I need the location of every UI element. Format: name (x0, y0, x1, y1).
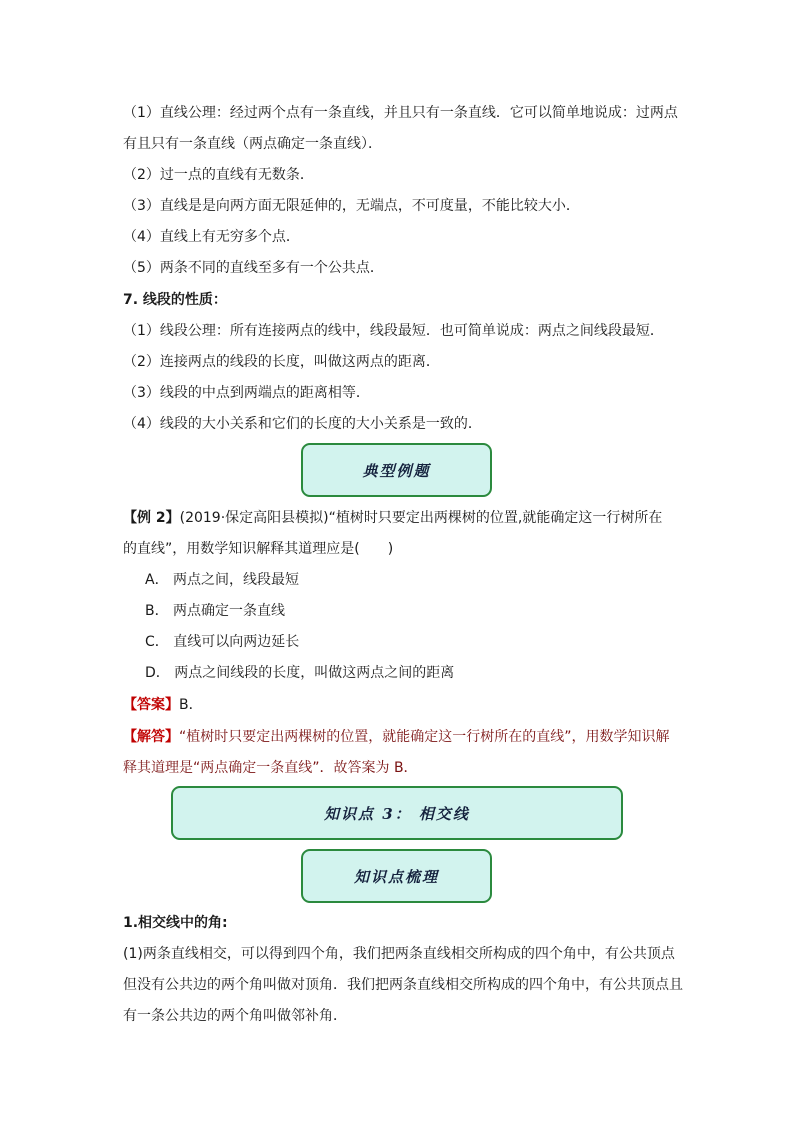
answer-value: B． (179, 697, 203, 713)
section-box-knowledge-review: 知识点梳理 (301, 849, 492, 903)
line-property-3: （3）直线是是向两方面无限延伸的，无端点，不可度量，不能比较大小． (123, 198, 580, 214)
intersect-line-3: 有一条公共边的两个角叫做邻补角． (123, 1008, 347, 1024)
option-b: B． 两点确定一条直线 (145, 603, 286, 619)
answer-line (123, 695, 203, 715)
solution-text-1: “植树时只要定出两棵树的位置，就能确定这一行树所在的直线”，用数学知识解 (179, 729, 670, 745)
segment-property-3: （3）线段的中点到两端点的距离相等． (123, 385, 370, 401)
line-property-1b: 有且只有一条直线（两点确定一条直线）． (123, 136, 382, 152)
intersect-heading: 1.相交线中的角: (123, 915, 228, 931)
section-box-typical-examples: 典型例题 (301, 443, 492, 497)
segment-property-2: （2）连接两点的线段的长度，叫做这两点的距离． (123, 354, 440, 370)
line-property-5: （5）两条不同的直线至多有一个公共点． (123, 260, 384, 276)
line-property-2: （2）过一点的直线有无数条． (123, 167, 314, 183)
intersect-line-1: (1)两条直线相交，可以得到四个角，我们把两条直线相交所构成的四个角中，有公共顶点 (123, 946, 675, 962)
example-stem-text-1: (2019·保定高阳县模拟)“植树时只要定出两棵树的位置,就能确定这一行树所在 (179, 510, 663, 526)
segment-property-4: （4）线段的大小关系和它们的长度的大小关系是一致的． (123, 416, 482, 432)
section-box-knowledge-point-3: 知识点 3： 相交线 (171, 786, 623, 840)
example-stem-line-2: 的直线”，用数学知识解释其道理应是( ) (123, 541, 394, 557)
solution-line-1 (123, 727, 670, 747)
segment-property-1: （1）线段公理：所有连接两点的线中，线段最短．也可简单说成：两点之间线段最短． (123, 323, 664, 339)
example-label: 【例 2】 (123, 510, 180, 526)
option-d: D． 两点之间线段的长度，叫做这两点之间的距离 (145, 665, 455, 681)
answer-label: 【答案】 (123, 697, 179, 713)
intersect-line-2: 但没有公共边的两个角叫做对顶角．我们把两条直线相交所构成的四个角中，有公共顶点且 (123, 977, 683, 993)
option-a: A． 两点之间，线段最短 (145, 572, 300, 588)
example-stem-line-1 (123, 508, 662, 528)
line-property-4: （4）直线上有无穷多个点． (123, 229, 300, 245)
segment-heading: 7. 线段的性质： (123, 292, 227, 308)
option-c: C． 直线可以向两边延长 (145, 634, 300, 650)
solution-label: 【解答】 (123, 729, 179, 745)
line-property-1a: （1）直线公理：经过两个点有一条直线，并且只有一条直线．它可以简单地说成：过两点 (123, 105, 678, 121)
solution-line-2: 释其道理是“两点确定一条直线”．故答案为 B． (123, 760, 418, 776)
